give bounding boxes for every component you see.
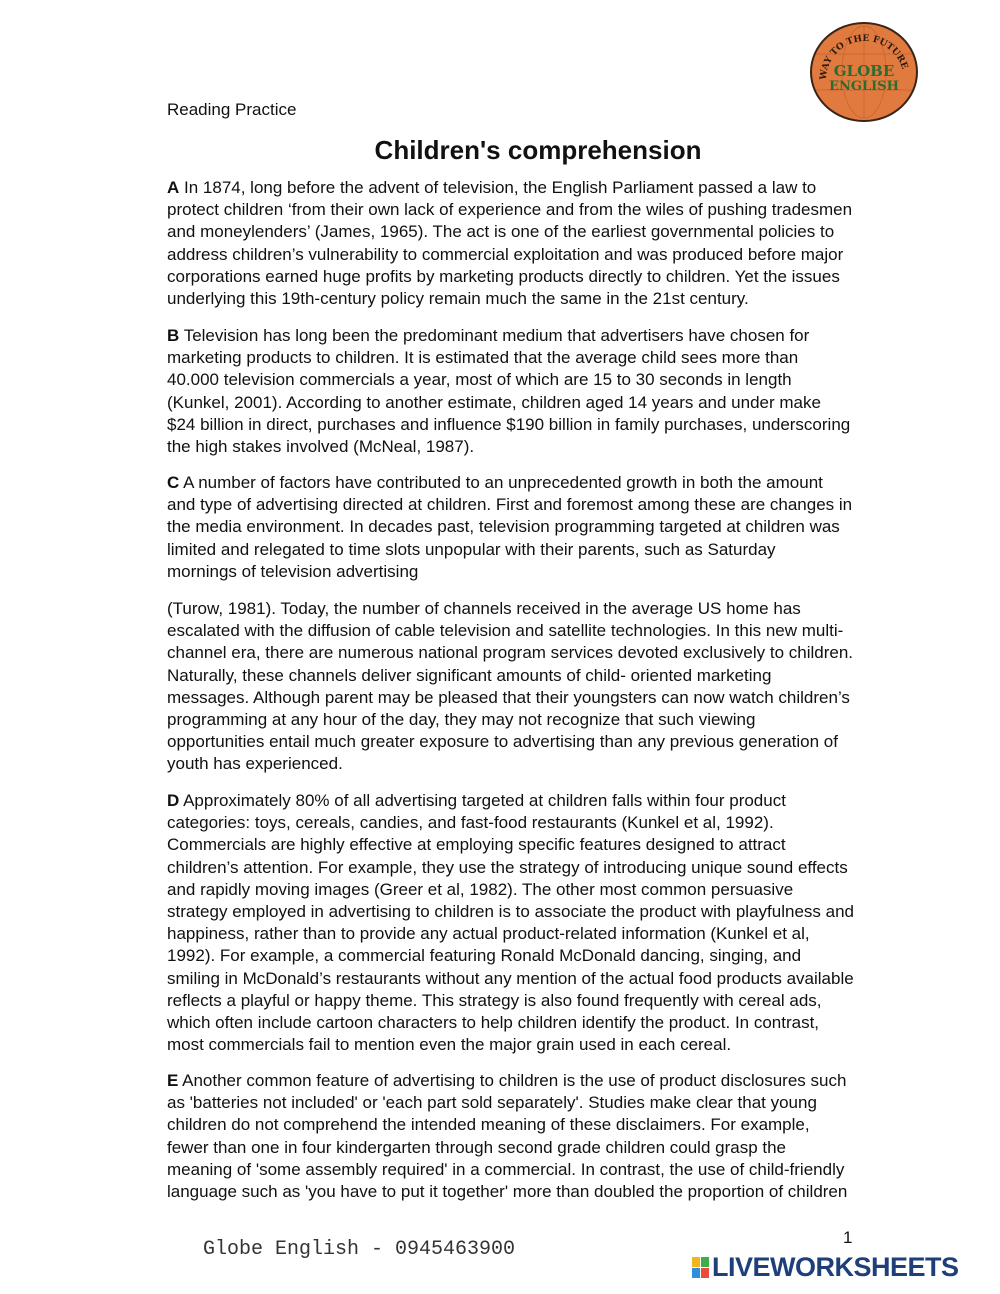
brand-icon-tile <box>692 1268 700 1278</box>
text-line <box>167 347 850 369</box>
text-line <box>167 901 854 923</box>
text-line <box>167 945 854 967</box>
svg-text:GLOBE: GLOBE <box>833 62 895 80</box>
line-text: happiness, rather than to provide any actual product-related information (Kunkel et al, <box>167 924 810 944</box>
footer-contact: Globe English - 0945463900 <box>203 1238 516 1261</box>
line-text: In 1874, long before the advent of television, the English Parliament passed a law to <box>179 178 817 197</box>
line-text: children’s attention. For example, they use the strategy of introducing unique sound effects <box>167 857 848 877</box>
line-text: as 'batteries not included' or 'each part sold separately'. Studies make clear that young <box>167 1093 817 1113</box>
paragraph-letter: A <box>167 178 180 197</box>
paragraph-letter: D <box>167 791 180 810</box>
text-line <box>167 1012 854 1034</box>
liveworksheets-icon <box>692 1257 709 1278</box>
text-line <box>167 1092 847 1114</box>
text-line <box>167 539 852 561</box>
text-line <box>167 990 854 1012</box>
line-text: channel era, there are numerous national program services devoted exclusively to children. <box>167 643 854 663</box>
paragraph-e <box>167 1070 847 1203</box>
line-text: and type of advertising directed at children. First and foremost among these are changes in <box>167 495 853 515</box>
line-text: strategy employed in advertising to children is to associate the product with playfulness and <box>167 902 854 922</box>
line-text: Approximately 80% of all advertising targeted at children falls within four product <box>179 791 786 810</box>
line-text: 1992). For example, a commercial featuring Ronald McDonald dancing, singing, and <box>167 946 802 966</box>
line-text: A number of factors have contributed to an unprecedented growth in both the amount <box>179 473 823 492</box>
text-line <box>167 392 850 414</box>
text-line <box>167 516 852 538</box>
line-text: Commercials are highly effective at employing specific features designed to attract <box>167 835 786 855</box>
line-text: (Kunkel, 2001). According to another estimate, children aged 14 years and under make <box>167 392 821 412</box>
text-line <box>167 266 852 288</box>
text-line <box>167 790 854 812</box>
paragraph-c <box>167 472 852 583</box>
text-line <box>167 753 853 775</box>
text-line <box>167 199 852 221</box>
text-line <box>167 1137 847 1159</box>
line-text: categories: toys, cereals, candies, and fast-food restaurants (Kunkel et al, 1992). <box>167 813 774 833</box>
text-line <box>167 834 854 856</box>
text-line <box>167 288 852 310</box>
page-title: Children's comprehension <box>374 135 702 165</box>
brand-icon-tile <box>701 1268 709 1278</box>
line-text: Another common feature of advertising to children is the use of product disclosures such <box>178 1071 847 1090</box>
text-line <box>167 879 854 901</box>
text-line <box>167 1034 854 1056</box>
line-text: and moneylenders’ (James, 1965). The act is one of the earliest governmental policies to <box>167 222 835 242</box>
line-text: protect children ‘from their own lack of experience and from the wiles of pushing tradesmen <box>167 200 853 220</box>
text-line <box>167 687 853 709</box>
paragraph-letter: E <box>167 1071 179 1090</box>
brand-icon-tile <box>701 1257 709 1267</box>
text-line <box>167 665 853 687</box>
line-text: most commercials fail to mention even the major grain used in each cereal. <box>167 1035 732 1055</box>
svg-text:ENGLISH: ENGLISH <box>829 79 899 94</box>
line-text: Television has long been the predominant medium that advertisers have chosen for <box>179 326 810 345</box>
text-line <box>167 1159 847 1181</box>
line-text: youth has experienced. <box>167 754 343 774</box>
brand-name: LIVEWORKSHEETS <box>712 1252 959 1282</box>
paragraph-d <box>167 790 854 1056</box>
line-text: children do not comprehend the intended meaning of these disclaimers. For example, <box>167 1115 810 1135</box>
line-text: underlying this 19th-century policy remain much the same in the 21st century. <box>167 289 749 309</box>
line-text: messages. Although parent may be pleased that their youngsters can now watch children’s <box>167 687 850 707</box>
line-text: language such as 'you have to put it together' more than doubled the proportion of children <box>167 1182 848 1202</box>
line-text: Naturally, these channels deliver significant amounts of child- oriented marketing <box>167 665 772 685</box>
line-text: marketing products to children. It is estimated that the average child sees more than <box>167 348 799 368</box>
line-text: which often include cartoon characters to help children identify the product. In contrast, <box>167 1013 820 1033</box>
line-text: reflects a playful or happy theme. This strategy is also found frequently with cereal ads, <box>167 990 822 1010</box>
globe-english-logo <box>810 22 918 122</box>
text-line <box>167 221 852 243</box>
line-text: $24 billion in direct, purchases and influence $190 billion in family purchases, underscoring <box>167 414 851 434</box>
text-line <box>167 620 853 642</box>
line-text: fewer than one in four kindergarten through second grade children could grasp the <box>167 1137 787 1157</box>
line-text: corporations earned huge profits by marketing products directly to children. Yet the issues <box>167 266 840 286</box>
text-line <box>167 436 850 458</box>
text-line <box>167 598 853 620</box>
line-text: smiling in McDonald’s restaurants without any mention of the actual food products available <box>167 968 854 988</box>
paragraph-a <box>167 177 852 310</box>
text-line <box>167 561 852 583</box>
line-text: the media environment. In decades past, television programming targeted at children was <box>167 517 840 537</box>
text-line <box>167 642 853 664</box>
text-line <box>167 709 853 731</box>
text-line <box>167 369 850 391</box>
line-text: opportunities entail much greater exposure to advertising than any previous generation of <box>167 732 838 752</box>
text-line <box>167 857 854 879</box>
text-line <box>167 494 852 516</box>
text-line <box>167 244 852 266</box>
line-text: address children’s vulnerability to commercial exploitation and was produced before major <box>167 244 844 264</box>
text-line <box>167 731 853 753</box>
line-text: meaning of 'some assembly required' in a commercial. In contrast, the use of child-friendly <box>167 1159 845 1179</box>
text-line <box>167 177 852 199</box>
text-line <box>167 923 854 945</box>
line-text: escalated with the diffusion of cable television and satellite technologies. In this new multi- <box>167 621 844 641</box>
text-line <box>167 472 852 494</box>
line-text: the high stakes involved (McNeal, 1987). <box>167 437 475 457</box>
text-line <box>167 325 850 347</box>
text-line <box>167 812 854 834</box>
page-number: 1 <box>843 1228 853 1247</box>
text-line <box>167 414 850 436</box>
header-label: Reading Practice <box>167 100 297 119</box>
line-text: 40.000 television commercials a year, most of which are 15 to 30 seconds in length <box>167 370 792 390</box>
paragraph-letter: C <box>167 473 180 492</box>
brand-icon-tile <box>692 1257 700 1267</box>
svg-text:WAY TO THE FUTURE: WAY TO THE FUTURE <box>818 33 910 81</box>
text-line <box>167 1181 847 1203</box>
paragraph-b <box>167 325 850 458</box>
text-line <box>167 1070 847 1092</box>
paragraph-letter: B <box>167 326 180 345</box>
liveworksheets-logo <box>692 1252 959 1283</box>
paragraph-c-continued <box>167 598 853 776</box>
line-text: (Turow, 1981). Today, the number of channels received in the average US home has <box>167 599 801 618</box>
line-text: mornings of television advertising <box>167 561 419 581</box>
line-text: limited and relegated to time slots unpopular with their parents, such as Saturday <box>167 539 776 559</box>
line-text: and rapidly moving images (Greer et al, 1982). The other most common persuasive <box>167 879 794 899</box>
line-text: programming at any hour of the day, they may not recognize that such viewing <box>167 710 756 730</box>
text-line <box>167 968 854 990</box>
text-line <box>167 1114 847 1136</box>
